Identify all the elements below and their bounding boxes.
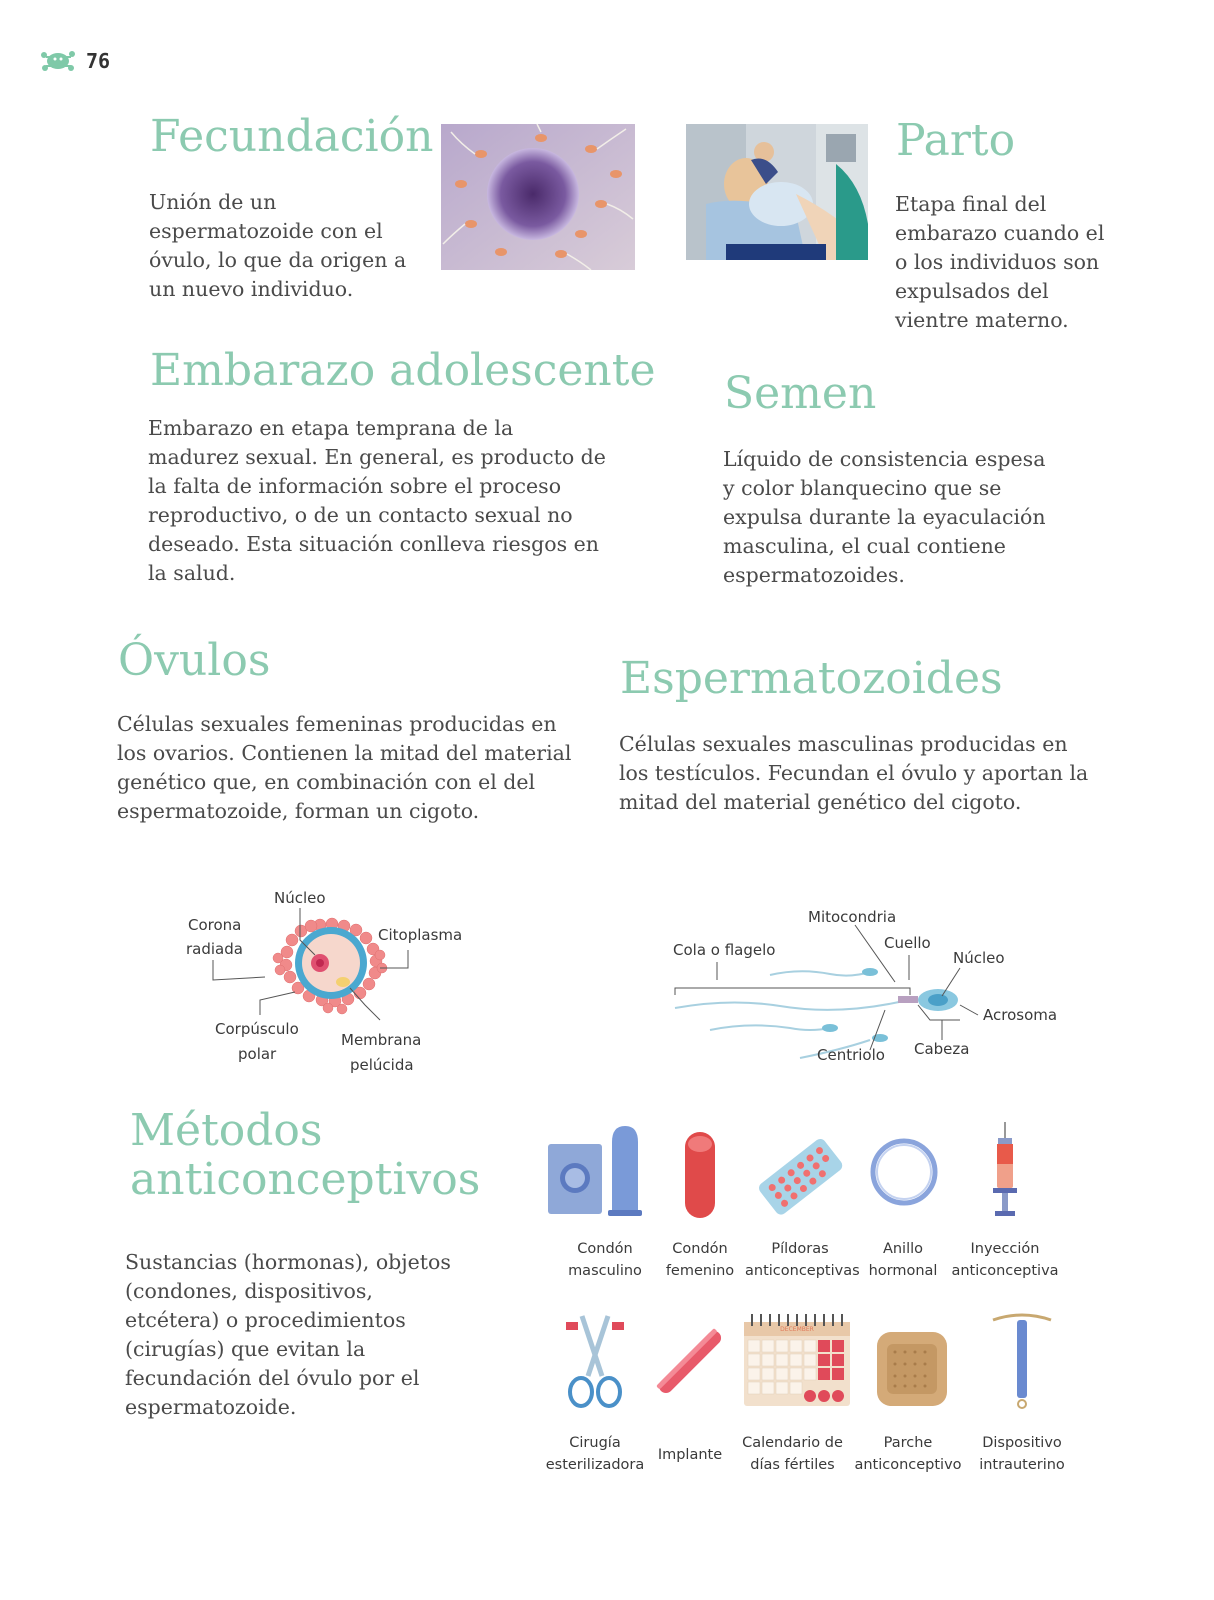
- female-condom-icon: [683, 1130, 717, 1220]
- ovulos-title: Óvulos: [118, 635, 271, 686]
- method-label: intrauterino: [979, 1457, 1065, 1473]
- espermatozoides-title: Espermatozoides: [620, 653, 1003, 704]
- method-iud: [967, 1310, 1077, 1480]
- sperm-label-cuello: Cuello: [884, 934, 931, 952]
- ring-icon: [868, 1136, 940, 1208]
- method-label: anticonceptivas: [745, 1263, 860, 1279]
- method-male-condom: [540, 1122, 670, 1292]
- method-label: Implante: [657, 1447, 723, 1463]
- ovule-label-nucleo: Núcleo: [274, 889, 326, 907]
- fertilization-image: [441, 124, 635, 270]
- ovule-label-corpusculo-2: polar: [238, 1045, 277, 1063]
- method-patch: [853, 1310, 963, 1480]
- method-label: Condón: [577, 1241, 633, 1257]
- method-label: Píldoras: [771, 1241, 829, 1257]
- patch-icon: [875, 1330, 949, 1408]
- scissors-icon: [564, 1312, 626, 1412]
- sperm-diagram: [670, 900, 1070, 1075]
- method-label: anticonceptivo: [854, 1457, 962, 1473]
- sperm-label-mitocondria: Mitocondria: [808, 908, 897, 926]
- ovulos-text: Células sexuales femeninas producidas en los ovarios. Contienen la mitad del material genético que, en combinación con el del espermatozoide, forman un cigoto.: [117, 712, 572, 823]
- method-label: masculino: [568, 1263, 642, 1279]
- method-label: anticonceptiva: [951, 1263, 1059, 1279]
- method-implant: [645, 1310, 735, 1480]
- fecundacion-title: Fecundación: [150, 111, 434, 162]
- method-label: hormonal: [868, 1263, 938, 1279]
- iud-icon: [989, 1312, 1055, 1412]
- ovule-label-corpusculo-1: Corpúsculo: [215, 1020, 299, 1038]
- method-injection: [950, 1122, 1060, 1292]
- birth-image: [686, 124, 868, 260]
- ovule-label-corona-2: radiada: [186, 940, 243, 958]
- method-label: femenino: [665, 1263, 735, 1279]
- ovule-label-corona-1: Corona: [188, 916, 242, 934]
- syringe-icon: [990, 1122, 1020, 1220]
- ovule-diagram: [180, 880, 480, 1080]
- method-label: Parche: [883, 1435, 933, 1451]
- embarazo-title: Embarazo adolescente: [150, 345, 656, 396]
- metodos-title-line1: Métodos: [130, 1105, 323, 1156]
- parto-text: Etapa final del embarazo cuando el o los individuos son expulsados del vientre materno.: [895, 192, 1105, 332]
- fecundacion-text: Unión de un espermatozoide con el óvulo, lo que da origen a un nuevo individuo.: [149, 190, 407, 301]
- method-female-condom: [655, 1122, 745, 1292]
- ovule-label-citoplasma: Citoplasma: [378, 926, 463, 944]
- metodos-title-line2: anticonceptivos: [130, 1154, 481, 1205]
- pills-icon: [753, 1132, 847, 1220]
- method-label: días fértiles: [750, 1457, 835, 1473]
- method-label: esterilizadora: [545, 1457, 645, 1473]
- parto-title: Parto: [896, 115, 1016, 166]
- sperm-label-acrosoma: Acrosoma: [983, 1006, 1058, 1024]
- method-surgery: [540, 1310, 650, 1480]
- method-label: Condón: [672, 1241, 728, 1257]
- method-label: Anillo: [882, 1241, 924, 1257]
- page-number: 76: [86, 49, 111, 73]
- sperm-label-cabeza: Cabeza: [914, 1040, 970, 1058]
- semen-text: Líquido de consistencia espesa y color blanquecino que se expulsa durante la eyaculación masculina, el cual contiene espermatozoides.: [723, 447, 1046, 587]
- method-ring: [858, 1122, 948, 1292]
- method-label: Inyección: [970, 1241, 1040, 1257]
- method-pills: [745, 1122, 860, 1292]
- method-calendar: [735, 1310, 850, 1480]
- sperm-label-nucleo: Núcleo: [953, 949, 1005, 967]
- male-condom-icon: [546, 1122, 646, 1218]
- microbe-icon: [38, 46, 78, 76]
- calendar-month: DECEMBER: [780, 1326, 814, 1333]
- sperm-label-centriolo: Centriolo: [817, 1046, 885, 1064]
- method-label: Calendario de: [742, 1435, 843, 1451]
- metodos-text: Sustancias (hormonas), objetos (condones, dispositivos, etcétera) o procedimientos (cirugías) que evitan la fecundación del óvulo por el espermatozoide.: [125, 1250, 451, 1419]
- espermatozoides-text: Células sexuales masculinas producidas en los testículos. Fecundan el óvulo y aportan la mitad del material genético del cigoto.: [619, 732, 1089, 814]
- sperm-label-cola: Cola o flagelo: [673, 941, 776, 959]
- implant-icon: [655, 1324, 725, 1400]
- method-label: Cirugía: [569, 1435, 621, 1451]
- method-label: Dispositivo: [982, 1435, 1062, 1451]
- page-header: [38, 46, 110, 76]
- ovule-label-membrana-2: pelúcida: [350, 1056, 414, 1074]
- ovule-label-membrana-1: Membrana: [341, 1031, 422, 1049]
- embarazo-text: Embarazo en etapa temprana de la madurez sexual. En general, es producto de la falta de información sobre el proceso reproductivo, o de un contacto sexual no deseado. Esta situación conlleva riesgos en la salud.: [148, 416, 606, 585]
- semen-title: Semen: [724, 368, 877, 419]
